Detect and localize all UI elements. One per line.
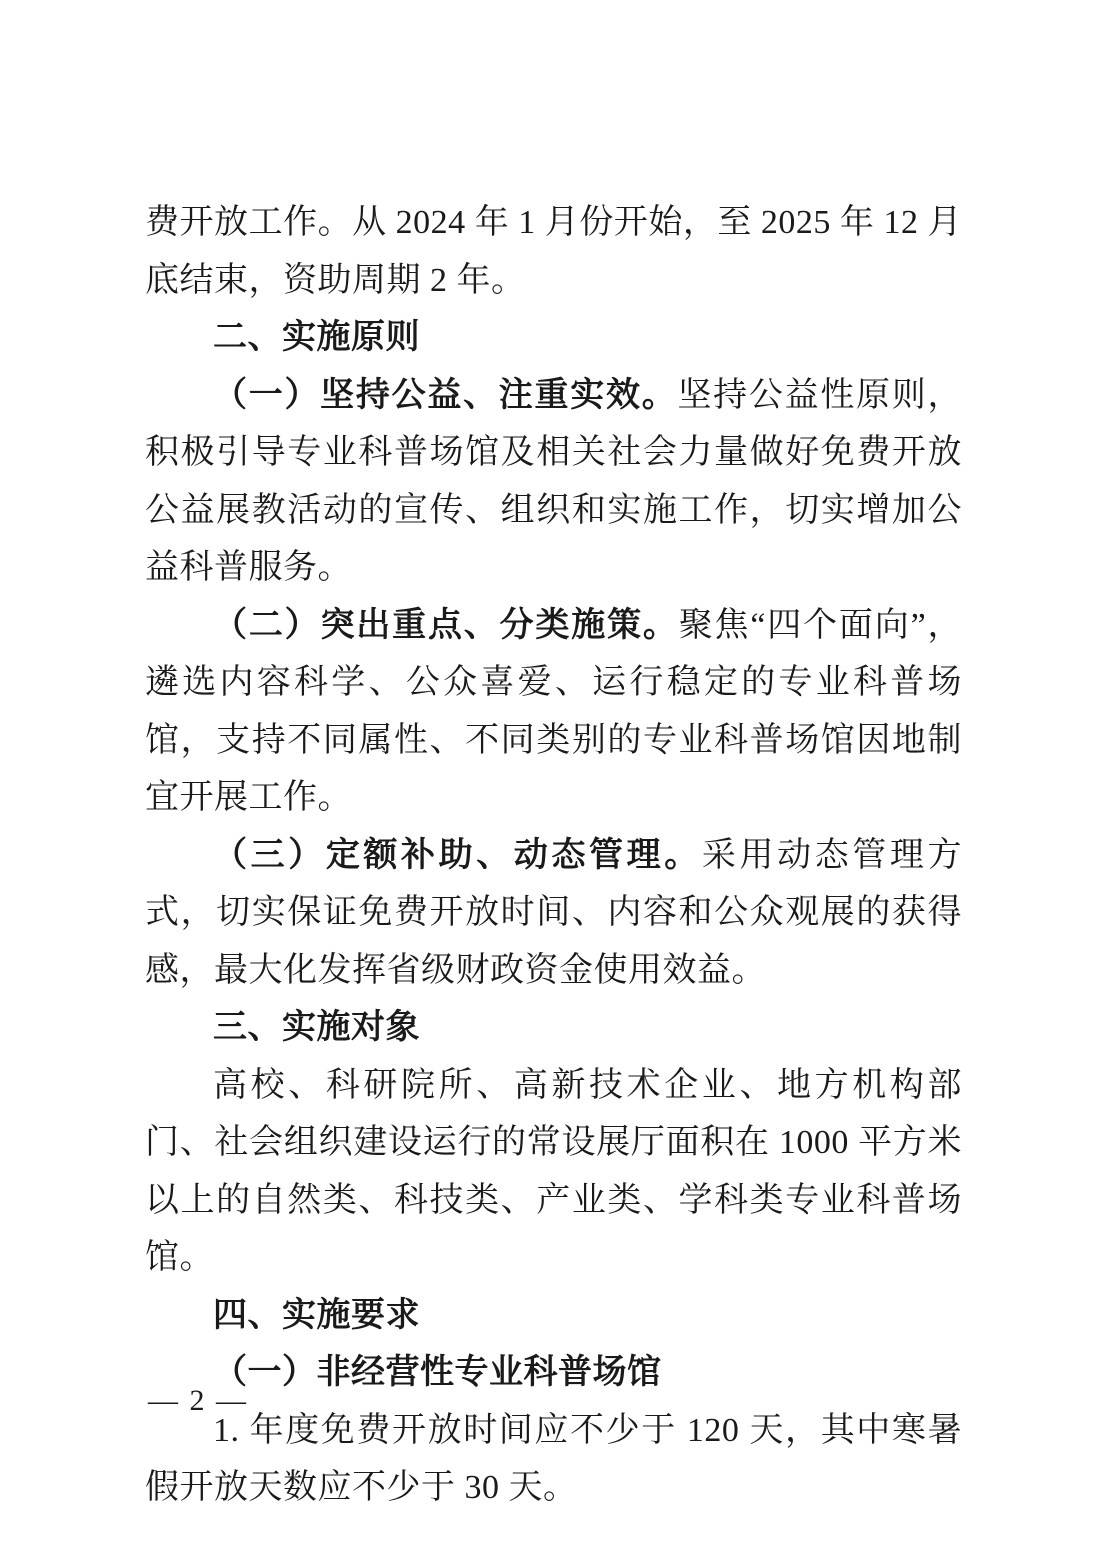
paragraph-targets: 高校、科研院所、高新技术企业、地方机构部门、社会组织建设运行的常设展厅面积在 1000 平方米以上的自然类、科技类、产业类、学科类专业科普场馆。 <box>145 1066 962 1276</box>
section-heading-principles: 二、实施原则 <box>213 318 420 356</box>
item-2-text: 聚焦“四个面向”，遴选内容科学、公众喜爱、运行稳定的专业科普场馆，支持不同属性、不同类别的专业科普场馆因地制宜开展工作。 <box>145 606 962 816</box>
sub-heading-noncommercial: （一）非经营性专业科普场馆 <box>213 1354 662 1391</box>
paragraph-continuation: 费开放工作。从 2024 年 1 月份开始，至 2025 年 12 月底结束，资助周期 2 年。 <box>145 204 962 299</box>
document-body <box>145 194 962 1517</box>
item-2-lead: （二）突出重点、分类施策。 <box>213 606 679 644</box>
page-footer <box>148 1384 248 1418</box>
paragraph-item-2 <box>145 597 962 827</box>
section-heading-targets: 三、实施对象 <box>213 1008 420 1046</box>
item-1-lead: （一）坚持公益、注重实效。 <box>213 376 678 414</box>
item-3-lead: （三）定额补助、动态管理。 <box>213 836 702 874</box>
section-heading-requirements: 四、实施要求 <box>213 1295 420 1334</box>
paragraph-item-3 <box>145 827 962 1000</box>
item-1-text: 坚持公益性原则，积极引导专业科普场馆及相关社会力量做好免费开放公益展教活动的宣传、组织和实施工作，切实增加公益科普服务。 <box>145 376 963 586</box>
paragraph-requirement-1: 1. 年度免费开放时间应不少于 120 天，其中寒暑假开放天数应不少于 30 天。 <box>145 1411 962 1506</box>
page-number: — 2 — <box>148 1384 248 1417</box>
item-3-text: 采用动态管理方式，切实保证免费开放时间、内容和公众观展的获得感，最大化发挥省级财政资金使用效益。 <box>145 836 963 989</box>
paragraph-item-1 <box>145 367 962 597</box>
